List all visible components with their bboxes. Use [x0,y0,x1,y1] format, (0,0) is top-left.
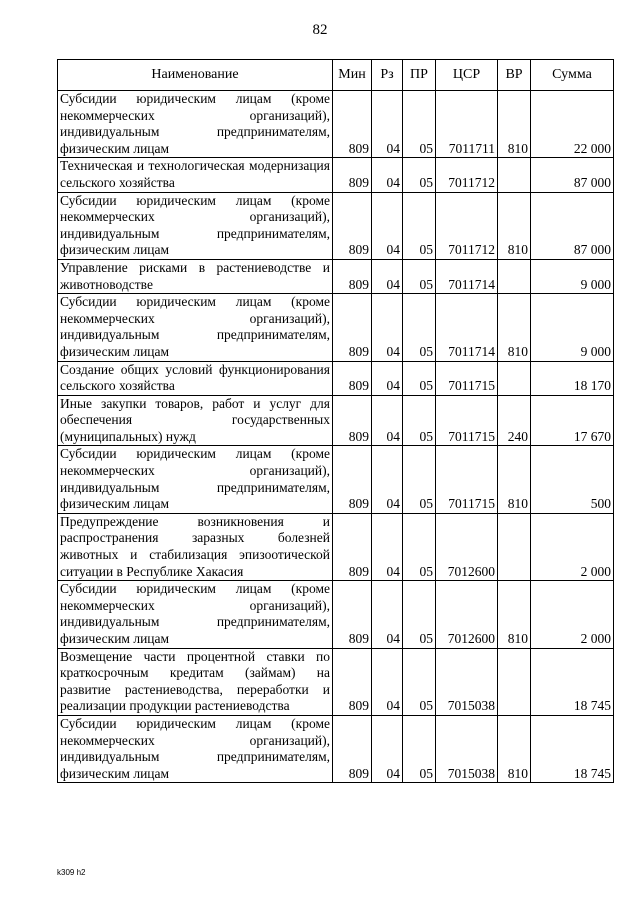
cell-vr: 810 [498,581,531,648]
cell-rz: 04 [372,446,403,513]
table-row [58,648,614,715]
table-row [58,294,614,361]
cell-csr: 7011715 [436,446,498,513]
header-rz: Рз [372,60,403,91]
cell-rz: 04 [372,91,403,158]
cell-pr: 05 [403,395,436,446]
table-row [58,446,614,513]
cell-name: Субсидии юридическим лицам (кроме некоммерческих организаций), индивидуальным предпринимателям, физическим лицам [58,192,333,259]
cell-sum: 22 000 [531,91,614,158]
cell-pr: 05 [403,91,436,158]
cell-name: Субсидии юридическим лицам (кроме некоммерческих организаций), индивидуальным предпринимателям, физическим лицам [58,294,333,361]
cell-min: 809 [333,259,372,293]
cell-pr: 05 [403,446,436,513]
cell-vr: 810 [498,192,531,259]
cell-sum: 18 170 [531,361,614,395]
cell-name: Иные закупки товаров, работ и услуг для обеспечения государственных (муниципальных) нужд [58,395,333,446]
cell-min: 809 [333,91,372,158]
cell-csr: 7011715 [436,395,498,446]
cell-csr: 7011712 [436,192,498,259]
cell-min: 809 [333,361,372,395]
cell-vr [498,648,531,715]
cell-rz: 04 [372,648,403,715]
table-header-row [58,60,614,91]
cell-csr: 7012600 [436,581,498,648]
cell-rz: 04 [372,158,403,192]
cell-sum: 87 000 [531,158,614,192]
cell-csr: 7012600 [436,513,498,580]
header-pr: ПР [403,60,436,91]
cell-min: 809 [333,395,372,446]
cell-vr: 810 [498,91,531,158]
cell-csr: 7011714 [436,259,498,293]
page-number: 82 [312,22,328,38]
cell-sum: 17 670 [531,395,614,446]
cell-min: 809 [333,513,372,580]
budget-table [57,59,614,783]
cell-min: 809 [333,581,372,648]
table-row [58,192,614,259]
cell-sum: 18 745 [531,715,614,782]
cell-name: Субсидии юридическим лицам (кроме некоммерческих организаций), индивидуальным предпринимателям, физическим лицам [58,446,333,513]
cell-vr [498,259,531,293]
cell-name: Субсидии юридическим лицам (кроме некоммерческих организаций), индивидуальным предпринимателям, физическим лицам [58,91,333,158]
cell-pr: 05 [403,715,436,782]
cell-min: 809 [333,648,372,715]
header-csr: ЦСР [436,60,498,91]
cell-min: 809 [333,446,372,513]
cell-vr [498,361,531,395]
cell-rz: 04 [372,361,403,395]
cell-min: 809 [333,294,372,361]
cell-vr [498,158,531,192]
cell-name: Создание общих условий функционирования сельского хозяйства [58,361,333,395]
cell-csr: 7015038 [436,648,498,715]
table-row [58,259,614,293]
cell-csr: 7011712 [436,158,498,192]
cell-sum: 87 000 [531,192,614,259]
header-name: Наименование [58,60,333,91]
cell-pr: 05 [403,192,436,259]
cell-vr: 240 [498,395,531,446]
table-row [58,715,614,782]
cell-name: Возмещение части процентной ставки по краткосрочным кредитам (займам) на развитие растениеводства, переработки и реализации продукции растениеводства [58,648,333,715]
cell-min: 809 [333,192,372,259]
cell-sum: 500 [531,446,614,513]
cell-name: Субсидии юридическим лицам (кроме некоммерческих организаций), индивидуальным предпринимателям, физическим лицам [58,715,333,782]
cell-csr: 7015038 [436,715,498,782]
header-vr: ВР [498,60,531,91]
cell-rz: 04 [372,513,403,580]
cell-csr: 7011715 [436,361,498,395]
table-row [58,581,614,648]
cell-pr: 05 [403,648,436,715]
cell-name: Субсидии юридическим лицам (кроме некоммерческих организаций), индивидуальным предпринимателям, физическим лицам [58,581,333,648]
cell-name: Предупреждение возникновения и распространения заразных болезней животных и стабилизация эпизоотической ситуации в Республике Хакасия [58,513,333,580]
cell-rz: 04 [372,715,403,782]
cell-sum: 9 000 [531,294,614,361]
cell-pr: 05 [403,158,436,192]
table-row [58,361,614,395]
header-sum: Сумма [531,60,614,91]
cell-pr: 05 [403,581,436,648]
table-row [58,158,614,192]
cell-pr: 05 [403,294,436,361]
cell-min: 809 [333,158,372,192]
cell-name: Техническая и технологическая модернизация сельского хозяйства [58,158,333,192]
table-row [58,91,614,158]
cell-sum: 2 000 [531,513,614,580]
table-row [58,395,614,446]
cell-sum: 9 000 [531,259,614,293]
cell-csr: 7011714 [436,294,498,361]
footer-code: k309 h2 [57,868,86,877]
cell-vr [498,513,531,580]
table-row [58,513,614,580]
cell-name: Управление рисками в растениеводстве и животноводстве [58,259,333,293]
cell-sum: 18 745 [531,648,614,715]
table-body [58,91,614,783]
cell-vr: 810 [498,715,531,782]
cell-rz: 04 [372,581,403,648]
cell-pr: 05 [403,513,436,580]
cell-vr: 810 [498,294,531,361]
cell-vr: 810 [498,446,531,513]
cell-min: 809 [333,715,372,782]
cell-rz: 04 [372,395,403,446]
cell-pr: 05 [403,361,436,395]
cell-csr: 7011711 [436,91,498,158]
cell-rz: 04 [372,259,403,293]
cell-pr: 05 [403,259,436,293]
cell-rz: 04 [372,294,403,361]
cell-rz: 04 [372,192,403,259]
cell-sum: 2 000 [531,581,614,648]
header-min: Мин [333,60,372,91]
